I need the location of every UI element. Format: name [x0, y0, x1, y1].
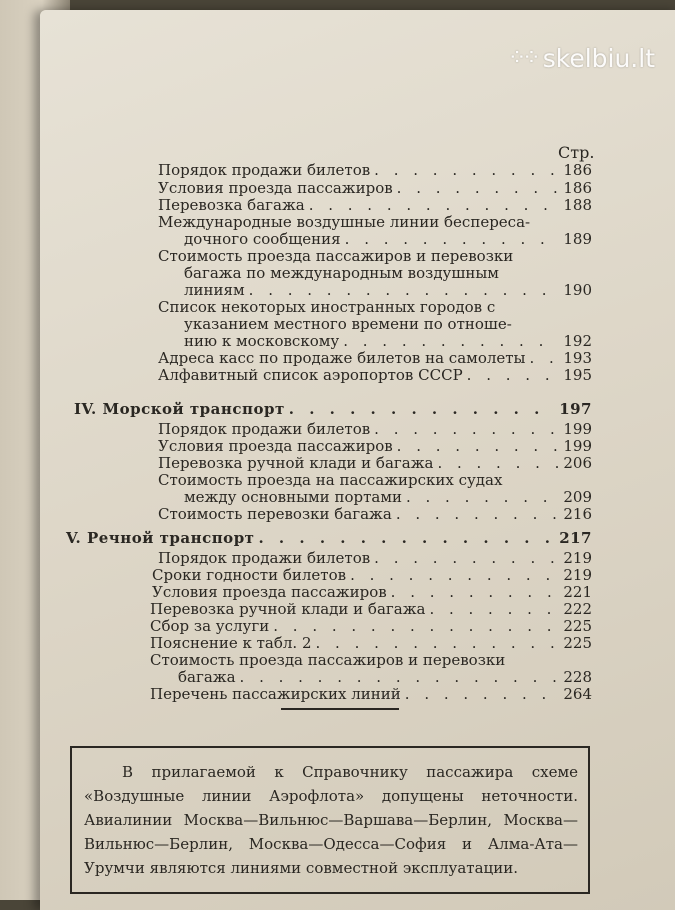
toc-entry	[152, 567, 592, 584]
toc-entry-title: Стоимость проезда пассажиров и перевозки	[158, 247, 514, 265]
toc-entry-page: 189	[563, 230, 592, 248]
toc-entry	[184, 282, 592, 299]
toc-entry-page: 221	[563, 583, 592, 601]
toc-entry-page: 199	[563, 437, 592, 455]
toc-entry	[150, 686, 592, 703]
toc-entry-title: указанием местного времени по отноше-	[184, 315, 512, 333]
toc-entry	[158, 367, 592, 384]
leader-dots	[240, 669, 560, 686]
toc-entry-title: багажа	[178, 668, 236, 686]
toc-entry-page: 225	[563, 634, 592, 652]
toc-entry	[158, 506, 592, 523]
toc-entry-page: 228	[563, 668, 592, 686]
leader-dots	[374, 162, 559, 179]
leader-dots	[391, 584, 560, 601]
toc-entry-page: 190	[563, 281, 592, 299]
leader-dots	[397, 438, 560, 455]
toc-section	[66, 530, 592, 547]
toc-entry	[158, 455, 592, 472]
leader-dots	[343, 333, 559, 350]
leader-dots	[429, 601, 559, 618]
leader-dots	[249, 282, 560, 299]
toc-entry-page: 206	[563, 454, 592, 472]
toc-entry-page: 195	[563, 366, 592, 384]
toc-entry-title: Порядок продажи билетов	[158, 549, 371, 567]
leader-dots	[530, 350, 560, 367]
leader-dots	[396, 506, 560, 523]
toc-entry-title: Стоимость перевозки багажа	[158, 505, 392, 523]
toc-entry	[158, 162, 592, 179]
toc-entry-title: Стоимость проезда на пассажирских судах	[158, 471, 503, 489]
toc-entry-title: Стоимость проезда пассажиров и перевозки	[150, 651, 506, 669]
toc-entry-title: Перевозка ручной клади и багажа	[150, 600, 426, 618]
errata-notice-text: В прилагаемой к Справочнику пассажира схеме «Воздушные линии Аэрофлота» допущены неточности. Авиалинии Москва—Вильнюс—Варшава—Берлин, Москва—Вильнюс—Берлин, Москва—Одесса—София и Алма-Ата—Урумчи являются линиями совместной эксплуатации.	[84, 763, 578, 877]
leader-dots	[467, 367, 560, 384]
toc-entry-title: багажа по международным воздушным	[184, 264, 499, 282]
toc-section-page: 197	[559, 400, 592, 418]
leader-dots	[316, 635, 560, 652]
toc-entry	[150, 635, 592, 652]
toc-entry-title: дочного сообщения	[184, 230, 341, 248]
watermark-text: skelbiu.lt	[542, 44, 655, 73]
toc-entry-page: 192	[563, 332, 592, 350]
toc-entry-page: 186	[563, 161, 592, 179]
leader-dots	[437, 455, 559, 472]
toc-entry-title: Условия проезда пассажиров	[158, 437, 393, 455]
toc-entry-title: Адреса касс по продаже билетов на самолеты	[158, 349, 526, 367]
errata-notice-box	[70, 746, 590, 894]
toc-entry	[184, 489, 592, 506]
toc-entry-title: Порядок продажи билетов	[158, 420, 371, 438]
toc-entry-page: 186	[563, 179, 592, 197]
toc-entry	[152, 584, 592, 601]
toc-entry-page: 264	[563, 685, 592, 703]
leader-dots	[397, 180, 560, 197]
toc-entry	[184, 333, 592, 350]
toc-entry-title: нию к московскому	[184, 332, 340, 350]
toc-entry-title: Международные воздушные линии беспереса-	[158, 213, 531, 231]
toc-section-page: 217	[559, 529, 592, 547]
toc-entry	[158, 180, 592, 197]
leader-dots	[374, 421, 559, 438]
toc-entry-title: Перевозка ручной клади и багажа	[158, 454, 434, 472]
toc-entry-title: Порядок продажи билетов	[158, 161, 371, 179]
toc-entry-title: Перевозка багажа	[158, 196, 305, 214]
toc-entry-page: 193	[563, 349, 592, 367]
leader-dots	[273, 618, 559, 635]
page-column-header: Стр.	[558, 143, 595, 162]
toc-entry-page: 219	[563, 549, 592, 567]
toc-entry-title: Перечень пассажирских линий	[150, 685, 401, 703]
toc-entry	[178, 669, 592, 686]
toc-entry	[184, 231, 592, 248]
toc-entry-page: 216	[563, 505, 592, 523]
watermark-dots-icon: ⁘⁘	[507, 46, 537, 71]
toc-entry-page: 219	[563, 566, 592, 584]
toc-entry	[150, 601, 592, 618]
toc-entry-page: 209	[563, 488, 592, 506]
toc-entry-title: линиям	[184, 281, 245, 299]
leader-dots	[405, 686, 560, 703]
toc-entry	[158, 438, 592, 455]
toc-section-title: IV. Морской транспорт	[74, 400, 285, 418]
toc-entry	[150, 618, 592, 635]
toc-entry-title: Пояснение к табл. 2	[150, 634, 312, 652]
leader-dots	[345, 231, 560, 248]
toc-entry	[158, 197, 592, 214]
toc-entry	[158, 550, 592, 567]
toc-entry-page: 199	[563, 420, 592, 438]
toc-entry	[158, 350, 592, 367]
leader-dots	[406, 489, 559, 506]
toc-entry-page: 225	[563, 617, 592, 635]
toc-section-title: V. Речной транспорт	[66, 529, 255, 547]
leader-dots	[350, 567, 559, 584]
toc-entry-title: Алфавитный список аэропортов СССР	[158, 366, 463, 384]
toc-section	[74, 401, 592, 418]
toc-entry-title: Условия проезда пассажиров	[158, 179, 393, 197]
leader-dots	[309, 197, 560, 214]
toc-entry-title: Сбор за услуги	[150, 617, 270, 635]
toc-entry-page: 222	[563, 600, 592, 618]
leader-dots	[289, 401, 555, 418]
leader-dots	[374, 550, 559, 567]
toc-entry-title: между основными портами	[184, 488, 402, 506]
toc-entry-page: 188	[563, 196, 592, 214]
toc-entry-title: Сроки годности билетов	[152, 566, 347, 584]
toc-entry-title: Условия проезда пассажиров	[152, 583, 387, 601]
leader-dots	[258, 530, 555, 547]
section-divider	[281, 708, 399, 710]
toc-entry	[158, 421, 592, 438]
toc-entry-title: Список некоторых иностранных городов с	[158, 298, 496, 316]
